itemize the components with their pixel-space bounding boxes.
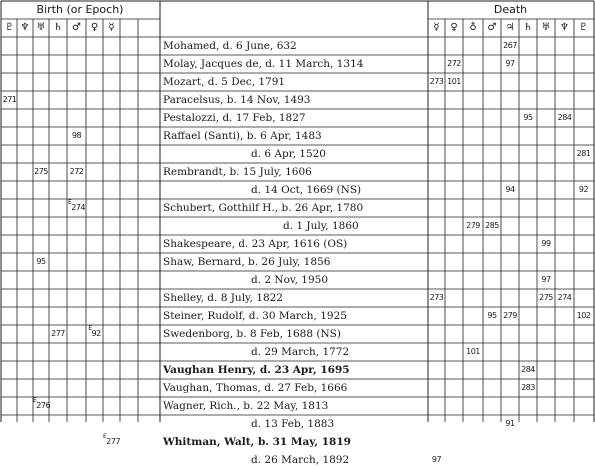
birth-position-number	[67, 163, 86, 181]
death-position-number	[483, 307, 501, 325]
death-position-number	[537, 271, 555, 289]
entry-text: Raffael (Santi), b. 6 Apr, 1483	[163, 130, 322, 142]
birth-position-number	[67, 199, 86, 217]
position-value: 98	[71, 131, 82, 140]
birth-position-number	[86, 325, 103, 343]
position-value: 95	[36, 257, 46, 266]
death-planet-glyph: ♅	[541, 22, 551, 33]
entry-text: Shakespeare, d. 23 Apr, 1616 (OS)	[163, 238, 348, 250]
entry-text: d. 13 Feb, 1883	[251, 418, 335, 430]
birth-planet-glyph: ☿	[108, 22, 115, 33]
entry-text: Mohamed, d. 6 June, 632	[163, 40, 297, 52]
position-value: 275	[539, 293, 553, 302]
position-value: 276	[36, 401, 51, 410]
position-value: 95	[523, 113, 533, 122]
death-position-number	[519, 109, 537, 127]
position-value: 97	[505, 59, 515, 68]
birth-planet-glyph: ♆	[20, 22, 30, 33]
position-value: 92	[91, 329, 101, 338]
death-planet-glyph: ♄	[523, 22, 533, 33]
entry-text: d. 26 March, 1892	[251, 454, 350, 466]
death-position-number	[445, 73, 463, 91]
position-value: 284	[557, 113, 572, 122]
position-value: 97	[431, 455, 442, 464]
entry-text: d. 2 Nov, 1950	[251, 274, 329, 286]
position-value: 274	[557, 293, 572, 302]
epoch-marker: E	[33, 397, 37, 404]
entry-text: Pestalozzi, d. 17 Feb, 1827	[163, 112, 306, 124]
birth-position-number	[67, 127, 86, 145]
death-planet-glyph: ♀	[450, 22, 458, 33]
death-position-number	[501, 37, 519, 55]
death-position-number	[537, 235, 555, 253]
entry-text: Molay, Jacques de, d. 11 March, 1314	[163, 58, 364, 70]
entry-text: d. 14 Oct, 1669 (NS)	[251, 184, 362, 196]
position-value: 284	[521, 365, 535, 374]
position-value: 92	[578, 185, 589, 194]
birth-planet-glyph: ♇	[5, 22, 14, 33]
position-value: 279	[503, 311, 517, 320]
entry-text: Vaughan, Thomas, d. 27 Feb, 1666	[163, 382, 348, 394]
death-position-number	[463, 217, 483, 235]
position-value: 279	[466, 221, 480, 230]
entry-text: Shaw, Bernard, b. 26 July, 1856	[163, 256, 331, 268]
death-position-number	[428, 73, 445, 91]
position-value: 272	[69, 167, 84, 176]
position-value: 283	[521, 383, 535, 392]
entry-text: d. 1 July, 1860	[283, 220, 359, 232]
death-position-number	[574, 181, 593, 199]
birth-planet-glyph: ♂	[72, 22, 81, 33]
position-value: 277	[106, 437, 121, 446]
position-value: 275	[34, 167, 48, 176]
death-position-number	[445, 55, 463, 73]
position-value: 274	[71, 203, 86, 212]
death-position-number	[537, 289, 555, 307]
position-value: 102	[576, 311, 591, 320]
death-position-number	[501, 181, 519, 199]
entry-text: Wagner, Rich., b. 22 May, 1813	[163, 400, 329, 412]
entry-text: Vaughan Henry, d. 23 Apr, 1695	[163, 364, 350, 376]
death-position-number	[463, 343, 483, 361]
position-value: 271	[2, 95, 17, 104]
position-value: 285	[485, 221, 499, 230]
birth-planet-glyph: ♀	[90, 22, 99, 33]
birth-position-number	[103, 433, 120, 451]
death-planet-glyph: ☿	[433, 22, 440, 33]
position-value: 94	[505, 185, 515, 194]
entry-text: d. 29 March, 1772	[251, 346, 350, 358]
position-value: 272	[447, 59, 461, 68]
death-position-number	[501, 55, 519, 73]
death-planet-glyph: ♆	[560, 22, 569, 33]
death-position-number	[555, 289, 574, 307]
birth-planet-glyph: ♄	[53, 22, 63, 33]
position-value: 273	[429, 77, 444, 86]
epoch-marker: E	[67, 199, 72, 206]
death-position-number	[555, 109, 574, 127]
death-position-number	[519, 361, 537, 379]
position-value: 91	[505, 419, 515, 428]
entry-text: Paracelsus, b. 14 Nov, 1493	[163, 94, 311, 106]
entry-text: Schubert, Gotthilf H., b. 26 Apr, 1780	[163, 202, 364, 214]
position-value: 267	[503, 41, 517, 50]
death-position-number	[501, 307, 519, 325]
death-position-number	[519, 379, 537, 397]
position-value: 95	[487, 311, 497, 320]
position-value: 273	[429, 293, 444, 302]
entry-text: Mozart, d. 5 Dec, 1791	[163, 76, 286, 88]
birth-header: Birth (or Epoch)	[36, 3, 124, 16]
position-value: 101	[447, 77, 461, 86]
death-position-number	[574, 307, 593, 325]
position-value: 101	[466, 347, 480, 356]
position-value: 97	[541, 275, 551, 284]
death-header: Death	[493, 3, 528, 16]
death-planet-glyph: ♃	[505, 22, 515, 33]
death-position-number	[483, 217, 501, 235]
birth-position-number	[49, 325, 67, 343]
entry-text: Swedenborg, b. 8 Feb, 1688 (NS)	[163, 328, 341, 340]
entry-text: Steiner, Rudolf, d. 30 March, 1925	[163, 310, 347, 322]
birth-planet-glyph: ♅	[36, 22, 46, 33]
entry-text: d. 6 Apr, 1520	[251, 148, 326, 160]
position-value: 277	[51, 329, 65, 338]
birth-position-number	[33, 397, 49, 415]
death-position-number	[428, 289, 445, 307]
entry-text: Shelley, d. 8 July, 1822	[163, 292, 283, 304]
entry-text: Whitman, Walt, b. 31 May, 1819	[163, 436, 351, 448]
entry-text: Rembrandt, b. 15 July, 1606	[163, 166, 312, 178]
birth-position-number	[2, 91, 17, 109]
death-position-number	[428, 451, 445, 469]
epoch-marker: E	[88, 325, 92, 332]
position-value: 99	[541, 239, 551, 248]
death-position-number	[574, 145, 593, 163]
death-planet-glyph: ♇	[579, 22, 588, 33]
death-planet-glyph: ♂	[487, 22, 497, 33]
position-value: 281	[576, 149, 591, 158]
death-planet-glyph: ♁	[469, 22, 477, 33]
birth-position-number	[33, 253, 49, 271]
epoch-marker: E	[103, 433, 107, 440]
birth-position-number	[33, 163, 49, 181]
death-position-number	[501, 415, 519, 433]
